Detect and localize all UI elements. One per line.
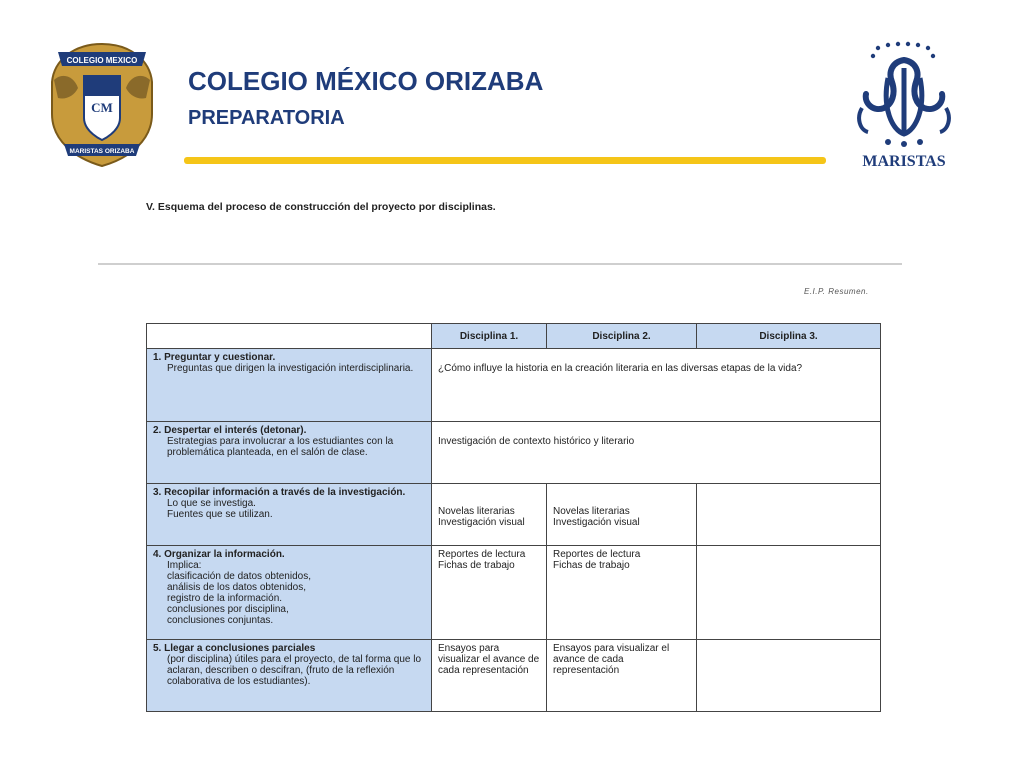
header-disciplina-2: Disciplina 2. — [547, 324, 697, 349]
stage-body: Lo que se investiga. Fuentes que se utilizan. — [167, 498, 273, 520]
discipline-table — [146, 323, 881, 712]
stage-cell — [147, 640, 432, 712]
disciplina-2-cell: Reportes de lectura Fichas de trabajo — [547, 546, 697, 640]
stage-title: 3. Recopilar información a través de la investigación. — [153, 487, 406, 498]
stage-cell — [147, 422, 432, 484]
stage-body: (por disciplina) útiles para el proyecto, de tal forma que lo aclaran, describen o descifran, (fruto de la reflexión colaborativa de los estudiantes). — [167, 654, 422, 687]
table-row — [147, 422, 881, 484]
disciplina-3-cell — [697, 640, 881, 712]
merged-cell: ¿Cómo influye la historia en la creación literaria en las diversas etapas de la vida? — [432, 349, 881, 422]
maristas-monogram-icon — [842, 38, 966, 174]
page-subtitle: PREPARATORIA — [188, 107, 345, 129]
table-row — [147, 484, 881, 546]
crest-monogram: CM — [91, 100, 113, 115]
table-row — [147, 349, 881, 422]
crest-top-text: COLEGIO MEXICO — [66, 56, 138, 65]
disciplina-3-cell — [697, 546, 881, 640]
stage-cell — [147, 349, 432, 422]
header-disciplina-1: Disciplina 1. — [432, 324, 547, 349]
divider — [98, 263, 902, 265]
colegio-mexico-crest-icon — [44, 40, 160, 170]
table-row — [147, 546, 881, 640]
stage-body: Implica: clasificación de datos obtenidos, análisis de los datos obtenidos, registro de la información. conclusiones por disciplina, conclusiones conjuntas. — [167, 560, 311, 626]
table-row — [147, 640, 881, 712]
section-heading: V. Esquema del proceso de construcción del proyecto por disciplinas. — [146, 201, 496, 213]
table-header-row — [147, 324, 881, 349]
merged-cell: Investigación de contexto histórico y literario — [432, 422, 881, 484]
disciplina-1-cell: Ensayos para visualizar el avance de cada representación — [432, 640, 547, 712]
disciplina-2-cell: Ensayos para visualizar el avance de cada representación — [547, 640, 697, 712]
source-note: E.I.P. Resumen. — [804, 287, 869, 296]
disciplina-2-cell: Novelas literarias Investigación visual — [547, 484, 697, 546]
stage-cell — [147, 484, 432, 546]
stage-body: Preguntas que dirigen la investigación interdisciplinaria. — [167, 363, 414, 374]
crest-bottom-text: MARISTAS ORIZABA — [69, 148, 135, 155]
disciplina-3-cell — [697, 484, 881, 546]
title-underline — [184, 157, 826, 164]
header-disciplina-3: Disciplina 3. — [697, 324, 881, 349]
stage-title: 4. Organizar la información. — [153, 549, 285, 560]
disciplina-1-cell: Reportes de lectura Fichas de trabajo — [432, 546, 547, 640]
stage-title: 2. Despertar el interés (detonar). — [153, 425, 307, 436]
stage-title: 1. Preguntar y cuestionar. — [153, 352, 276, 363]
page-title: COLEGIO MÉXICO ORIZABA — [188, 66, 544, 96]
header-blank — [147, 324, 432, 349]
stage-cell — [147, 546, 432, 640]
stage-title: 5. Llegar a conclusiones parciales — [153, 643, 316, 654]
stage-body: Estrategias para involucrar a los estudiantes con la problemática planteada, en el salón de clase. — [167, 436, 394, 458]
maristas-text: MARISTAS — [862, 153, 946, 170]
disciplina-1-cell: Novelas literarias Investigación visual — [432, 484, 547, 546]
